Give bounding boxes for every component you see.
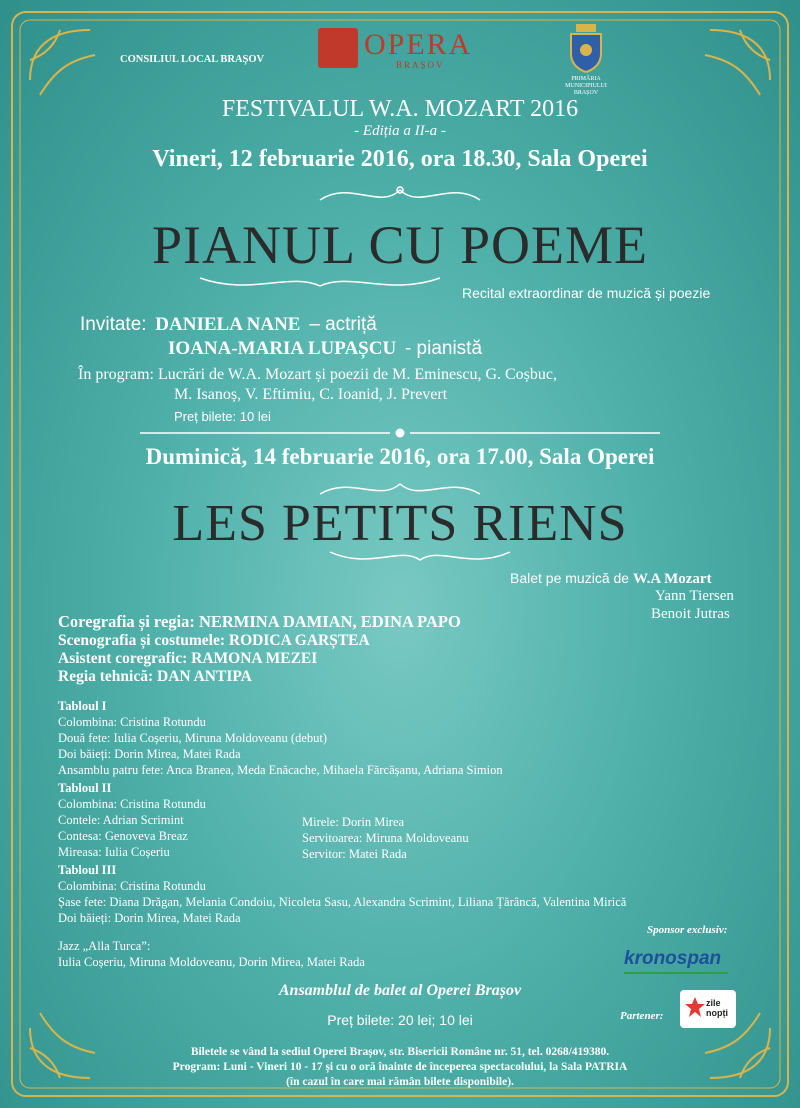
opera-logo xyxy=(318,26,478,72)
tablou3-label: Tabloul III xyxy=(58,863,117,877)
composer-jutras: Benoit Jutras xyxy=(651,606,730,622)
kronospan-logo xyxy=(624,940,734,980)
event2-price: Preț bilete: 20 lei; 10 lei xyxy=(327,1012,473,1028)
event2-music-line xyxy=(510,570,712,588)
brasov-crest-icon xyxy=(566,22,606,74)
zile-nopti-logo xyxy=(680,990,736,1028)
cast-line: Mireasa: Iulia Coșeriu xyxy=(58,845,170,859)
event2-date: Duminică, 14 februarie 2016, ora 17.00, Sala Operei xyxy=(145,444,655,469)
guest1-role: – actriță xyxy=(309,314,377,335)
cast-line: Contele: Adrian Scrimint xyxy=(58,813,184,827)
footer-line-2: Program: Luni - Vineri 10 - 17 și cu o oră înainte de începerea spectacolului, la Sala PATRIA xyxy=(172,1061,628,1073)
cast-line: Doi băieți: Dorin Mirea, Matei Rada xyxy=(58,747,241,761)
guest2-role: - pianistă xyxy=(404,338,483,359)
jazz-label: Jazz „Alla Turca”: xyxy=(58,939,151,953)
guests-label: Invitate: xyxy=(80,314,147,335)
cast-line: Șase fete: Diana Drăgan, Melania Condoiu, Nicoleta Sasu, Alexandra Scrimint, Liliana Țărâncă, Valentina Mirică xyxy=(58,895,627,909)
credit-choreography: Coregrafia și regia: NERMINA DAMIAN, EDINA PAPO xyxy=(58,612,461,631)
jazz-cast: Iulia Coșeriu, Miruna Moldoveanu, Dorin Mirea, Matei Rada xyxy=(58,955,365,969)
cast-line: Contesa: Genoveva Breaz xyxy=(58,829,188,843)
cast-line: Mirele: Dorin Mirea xyxy=(302,815,405,829)
composer-tiersen: Yann Tiersen xyxy=(655,588,734,604)
guest1-name: DANIELA NANE xyxy=(155,314,301,335)
festival-title: FESTIVALUL W.A. MOZART 2016 xyxy=(221,96,579,122)
section-divider xyxy=(140,424,660,442)
cast-line: Două fete: Iulia Coșeriu, Miruna Moldoveanu (debut) xyxy=(58,731,328,745)
partner-label: Partener: xyxy=(620,1010,664,1022)
event1-price: Preț bilete: 10 lei xyxy=(174,409,271,424)
zile-nopti-logo-text: zile nopți xyxy=(706,998,728,1018)
event1-program-2: M. Isanoș, V. Eftimiu, C. Ioanid, J. Prevert xyxy=(174,386,448,403)
credit-scenography: Scenografia și costumele: RODICA GARȘTEA xyxy=(58,632,370,649)
opera-mask-icon xyxy=(318,28,358,68)
ornament-top-1 xyxy=(310,180,490,208)
event1-date: Vineri, 12 februarie 2016, ora 18.30, Sala Operei xyxy=(152,146,648,172)
event1-subtitle: Recital extraordinar de muzică și poezie xyxy=(462,285,711,301)
kronospan-underline xyxy=(624,972,728,974)
tablou2-label: Tabloul II xyxy=(58,781,112,795)
cast-line: Colombina: Cristina Rotundu xyxy=(58,879,206,893)
credit-technical: Regia tehnică: DAN ANTIPA xyxy=(58,668,252,685)
cast-line: Colombina: Cristina Rotundu xyxy=(58,797,206,811)
cast-line: Doi băieți: Dorin Mirea, Matei Rada xyxy=(58,911,241,925)
cast-line: Colombina: Cristina Rotundu xyxy=(58,715,206,729)
guests-line-1 xyxy=(80,314,377,336)
opera-logo-word: OPERA xyxy=(364,28,473,61)
cast-line: Servitor: Matei Rada xyxy=(302,847,407,861)
ensemble-label: Ansamblul de balet al Operei Brașov xyxy=(278,982,522,999)
music-prefix: Balet pe muzică de xyxy=(510,570,630,586)
sponsor-label: Sponsor exclusiv: xyxy=(647,924,728,936)
event2-title: LES PETITS RIENS xyxy=(172,495,628,552)
guests-line-2 xyxy=(168,338,482,360)
star-icon xyxy=(684,996,706,1018)
kronospan-logo-text: kronospan xyxy=(624,948,722,969)
cast-line: Ansamblu patru fete: Anca Branea, Meda Enăcache, Mihaela Fărcășanu, Adriana Simion xyxy=(58,763,503,777)
council-label: CONSILIUL LOCAL BRAŞOV xyxy=(120,54,265,65)
guest2-name: IOANA-MARIA LUPAȘCU xyxy=(168,338,397,359)
festival-edition: - Ediția a II-a - xyxy=(354,123,446,139)
footer-line-3: (în cazul în care mai rămân bilete disponibile). xyxy=(286,1076,514,1088)
cast-line: Servitoarea: Miruna Moldoveanu xyxy=(302,831,469,845)
city-hall-label: PRIMĂRIA MUNICIPIULUI BRAȘOV xyxy=(565,76,607,96)
tablou1-label: Tabloul I xyxy=(58,699,107,713)
opera-logo-sub: BRAȘOV xyxy=(396,60,445,70)
event1-program-1: În program: Lucrări de W.A. Mozart și poezii de M. Eminescu, G. Coșbuc, xyxy=(78,366,557,383)
credit-assistant: Asistent coregrafic: RAMONA MEZEI xyxy=(58,650,318,667)
composer-mozart: W.A Mozart xyxy=(632,571,712,587)
footer-line-1: Biletele se vând la sediul Operei Brașov, str. Bisericii Române nr. 51, tel. 0268/419380. xyxy=(190,1046,610,1058)
ornament-under-title-2 xyxy=(320,546,520,570)
ornament-under-title-1 xyxy=(190,272,450,296)
event1-title: PIANUL CU POEME xyxy=(151,215,649,275)
